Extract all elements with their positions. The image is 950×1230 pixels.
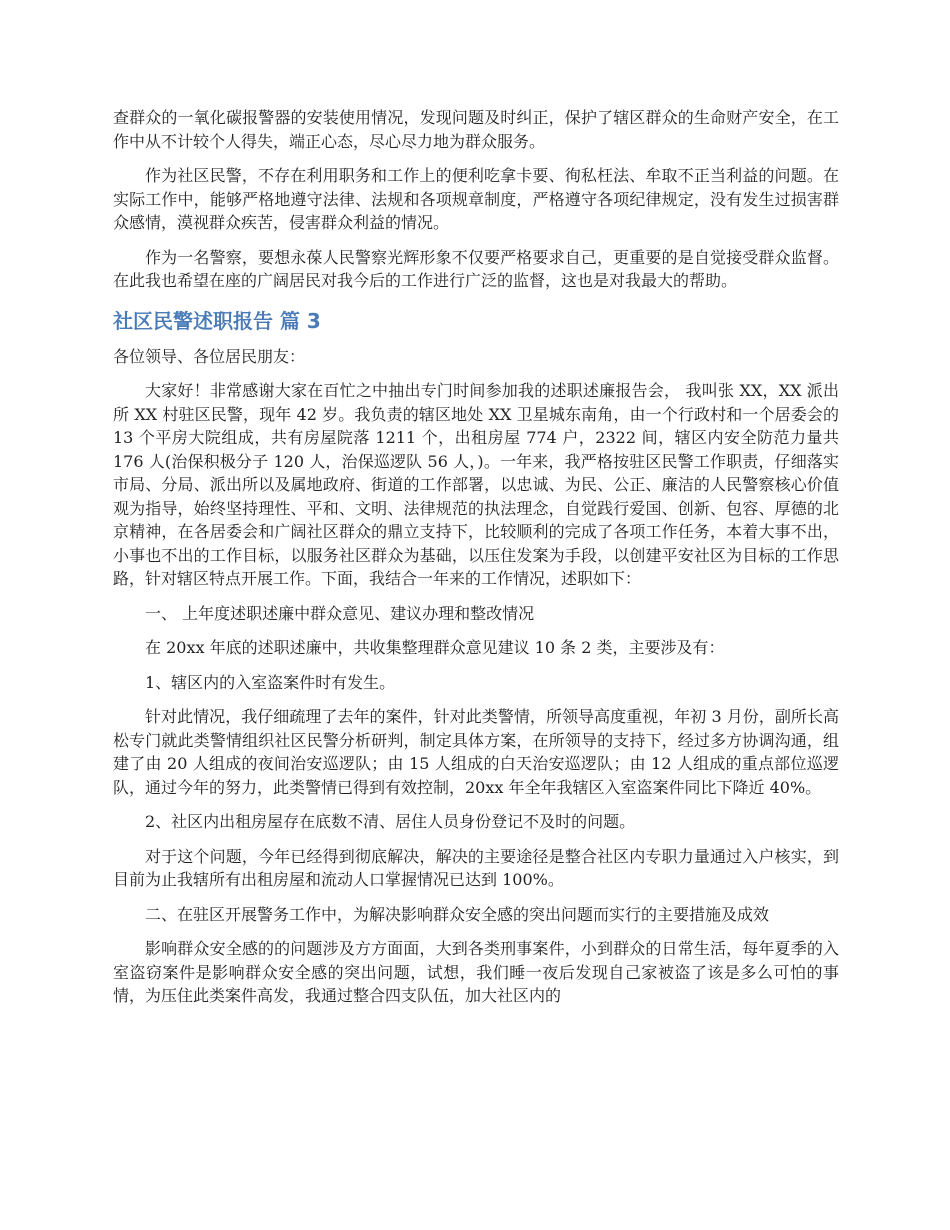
paragraph-safety-measures: 影响群众安全感的的问题涉及方方面面，大到各类刑事案件，小到群众的日常生活，每年夏季的入室盗窃案件是影响群众安全感的突出问题，试想，我们睡一夜后发现自己家被盗了该是多么可怕的事情，为压住此类案件高发，我通过整合四支队伍，加大社区内的 <box>113 939 839 1005</box>
section-title-2: 二、在驻区开展警务工作中，为解决影响群众安全感的突出问题而实行的主要措施及成效 <box>145 904 770 924</box>
paragraph-rental-response: 对于这个问题，今年已经得到彻底解决，解决的主要途径是整合社区内专职力量通过入户核实，到目前为止我辖所有出租房屋和流动人口掌握情况已达到 100%。 <box>113 846 839 889</box>
list-item-1: 1、辖区内的入室盗案件时有发生。 <box>145 672 396 692</box>
section-heading: 社区民警述职报告 篇 3 <box>113 308 321 333</box>
paragraph-continuation: 查群众的一氧化碳报警器的安装使用情况，发现问题及时纠正，保护了辖区群众的生命财产安全，在工作中从不计较个人得失，端正心态，尽心尽力地为群众服务。 <box>113 108 839 151</box>
document-page <box>113 106 839 1019</box>
paragraph-opinions: 在 20xx 年底的述职述廉中，共收集整理群众意见建议 10 条 2 类，主要涉及有： <box>145 638 725 657</box>
list-item-2: 2、社区内出租房屋存在底数不清、居住人员身份登记不及时的问题。 <box>145 812 636 831</box>
paragraph-integrity: 作为社区民警，不存在利用职务和工作上的便利吃拿卡要、徇私枉法、牟取不正当利益的问题。在实际工作中，能够严格地遵守法律、法规和各项规章制度，严格遵守各项纪律规定，没有发生过损害群众感情，漠视群众疾苦，侵害群众利益的情况。 <box>113 166 839 232</box>
greeting: 各位领导、各位居民朋友： <box>113 346 306 366</box>
paragraph-burglary-response: 针对此情况，我仔细疏理了去年的案件，针对此类警情，所领导高度重视，年初 3 月份，副所长高松专门就此类警情组织社区民警分析研判，制定具体方案，在所领导的支持下，经过多方协调沟通，组建了由 20 人组成的夜间治安巡逻队；由 15 人组成的白天治安巡逻队；由 12 人组成的重点部位巡逻队，通过今年的努力，此类警情已得到有效控制，20xx 年全年我辖区入室盗案件同比下降近 40%。 <box>113 707 839 797</box>
paragraph-introduction: 大家好！非常感谢大家在百忙之中抽出专门时间参加我的述职述廉报告会， 我叫张 XX，XX 派出所 XX 村驻区民警，现年 42 岁。我负责的辖区地处 XX 卫星城东南角，由一个行政村和一个居委会的 13 个平房大院组成，共有房屋院落 1211 个，出租房屋 774 户，2322 间，辖区内安全防范力量共 176 人(治保积极分子 120 人，治保巡逻队 56 人，)。一年来，我严格按驻区民警工作职责，仔细落实市局、分局、派出所以及属地政府、街道的工作部署，以忠诚、为民、公正、廉洁的人民警察核心价值观为指导，始终坚持理性、平和、文明、法律规范的执法理念，自觉践行爱国、创新、包容、厚德的北京精神，在各居委会和广阔社区群众的鼎立支持下，比较顺利的完成了各项工作任务，本着大事不出，小事也不出的工作目标，以服务社区群众为基础，以压住发案为手段，以创建平安社区为目标的工作思路，针对辖区特点开展工作。下面，我结合一年来的工作情况，述职如下： <box>113 381 839 588</box>
paragraph-supervision: 作为一名警察，要想永葆人民警察光辉形象不仅要严格要求自己，更重要的是自觉接受群众监督。在此我也希望在座的广阔居民对我今后的工作进行广泛的监督，这也是对我最大的帮助。 <box>113 247 839 290</box>
section-title-1: 一、 上年度述职述廉中群众意见、建议办理和整改情况 <box>145 603 535 623</box>
